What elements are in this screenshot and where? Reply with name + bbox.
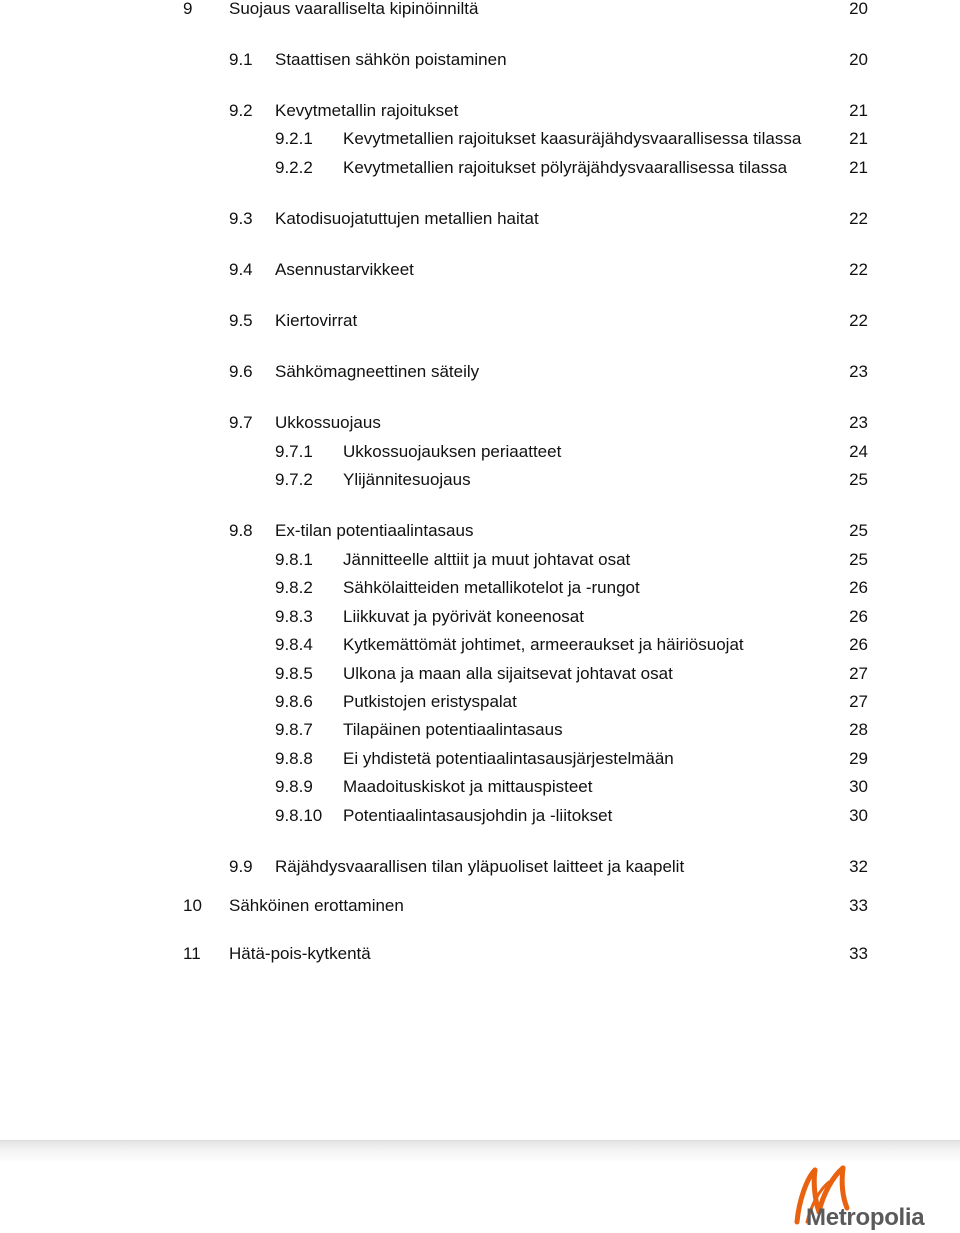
toc-entry[interactable] xyxy=(0,893,960,919)
toc-entry-page: 25 xyxy=(849,550,868,569)
toc-entry[interactable] xyxy=(0,746,960,772)
toc-entry-title: Kytkemättömät johtimet, armeeraukset ja häiriösuojat xyxy=(343,635,744,654)
toc-entry[interactable] xyxy=(0,632,960,658)
toc-entry-number: 9.9 xyxy=(229,857,253,876)
toc-entry-title: Ylijännitesuojaus xyxy=(343,470,471,489)
toc-entry[interactable] xyxy=(0,359,960,385)
toc-entry-number: 9.1 xyxy=(229,50,253,69)
toc-entry-number: 9.7.2 xyxy=(275,470,313,489)
toc-entry[interactable] xyxy=(0,518,960,544)
toc-entry-page: 21 xyxy=(849,101,868,120)
toc-entry-title: Liikkuvat ja pyörivät koneenosat xyxy=(343,607,584,626)
toc-entry-page: 22 xyxy=(849,209,868,228)
toc-entry-page: 27 xyxy=(849,664,868,683)
toc-entry-page: 22 xyxy=(849,260,868,279)
toc-entry[interactable] xyxy=(0,155,960,181)
toc-entry-title: Suojaus vaaralliselta kipinöinniltä xyxy=(229,0,479,18)
toc-entry-number: 9.2.2 xyxy=(275,158,313,177)
toc-entry-page: 22 xyxy=(849,311,868,330)
toc-entry[interactable] xyxy=(0,257,960,283)
toc-entry-title: Räjähdysvaarallisen tilan yläpuoliset laitteet ja kaapelit xyxy=(275,857,685,876)
toc-entry-number: 9.8.7 xyxy=(275,720,313,739)
toc-entry-page: 29 xyxy=(849,749,868,768)
toc-entry-number: 9.8.3 xyxy=(275,607,313,626)
toc-entry[interactable] xyxy=(0,439,960,465)
toc-entry-title: Sähköinen erottaminen xyxy=(229,896,404,915)
toc-entry[interactable] xyxy=(0,575,960,601)
toc-entry[interactable] xyxy=(0,803,960,829)
toc-entry[interactable] xyxy=(0,467,960,493)
toc-entry-number: 10 xyxy=(183,896,202,915)
toc-entry-number: 9.8.1 xyxy=(275,550,313,569)
toc-entry[interactable] xyxy=(0,126,960,152)
toc-entry-page: 33 xyxy=(849,896,868,915)
toc-entry-title: Ulkona ja maan alla sijaitsevat johtavat osat xyxy=(343,664,673,683)
toc-entry-page: 25 xyxy=(849,470,868,489)
toc-entry-number: 9.7.1 xyxy=(275,442,313,461)
toc-entry[interactable] xyxy=(0,689,960,715)
toc-entry-title: Sähkölaitteiden metallikotelot ja -rungot xyxy=(343,578,640,597)
toc-entry-number: 9.8.10 xyxy=(275,806,323,825)
toc-entry-title: Asennustarvikkeet xyxy=(275,260,414,279)
toc-entry[interactable] xyxy=(0,604,960,630)
logo-text: Metropolia xyxy=(806,1204,925,1231)
toc-entry-title: Kiertovirrat xyxy=(275,311,358,330)
toc-entry-page: 26 xyxy=(849,635,868,654)
toc-entry-page: 33 xyxy=(849,944,868,963)
toc-entry[interactable] xyxy=(0,206,960,232)
toc-entry-page: 21 xyxy=(849,158,868,177)
toc-entry-title: Ex-tilan potentiaalintasaus xyxy=(275,521,474,540)
toc-entry-number: 9.2.1 xyxy=(275,129,313,148)
toc-entry-number: 9.2 xyxy=(229,101,253,120)
toc-entry-title: Potentiaalintasausjohdin ja -liitokset xyxy=(343,806,613,825)
toc-entry-page: 20 xyxy=(849,0,868,18)
toc-entry-number: 9.8.5 xyxy=(275,664,313,683)
toc-entry[interactable] xyxy=(0,410,960,436)
toc-entry[interactable] xyxy=(0,941,960,967)
toc-entry-title: Ukkossuojaus xyxy=(275,413,381,432)
toc-entry[interactable] xyxy=(0,854,960,880)
toc-entry-page: 26 xyxy=(849,607,868,626)
toc-entry-title: Jännitteelle alttiit ja muut johtavat osat xyxy=(343,550,631,569)
toc-entry-page: 23 xyxy=(849,413,868,432)
toc-entry-number: 9.3 xyxy=(229,209,253,228)
toc-entry[interactable] xyxy=(0,47,960,73)
toc-entry-number: 9.8.4 xyxy=(275,635,313,654)
toc-entry-number: 9.8.2 xyxy=(275,578,313,597)
toc-entry-page: 20 xyxy=(849,50,868,69)
toc-entry[interactable] xyxy=(0,661,960,687)
toc-entry[interactable] xyxy=(0,0,960,22)
toc-entry-title: Putkistojen eristyspalat xyxy=(343,692,517,711)
toc-entry-page: 28 xyxy=(849,720,868,739)
toc-entry-number: 9.8 xyxy=(229,521,253,540)
toc-entry[interactable] xyxy=(0,717,960,743)
toc-entry-page: 30 xyxy=(849,777,868,796)
toc-entry-page: 25 xyxy=(849,521,868,540)
toc-entry-number: 11 xyxy=(183,944,201,963)
toc-entry-number: 9.4 xyxy=(229,260,253,279)
toc-entry-number: 9.8.9 xyxy=(275,777,313,796)
toc-entry-title: Sähkömagneettinen säteily xyxy=(275,362,480,381)
toc-entry-title: Staattisen sähkön poistaminen xyxy=(275,50,507,69)
toc-entry[interactable] xyxy=(0,547,960,573)
toc-entry-number: 9.8.8 xyxy=(275,749,313,768)
toc-entry-title: Maadoituskiskot ja mittauspisteet xyxy=(343,777,593,796)
toc-entry-title: Kevytmetallin rajoitukset xyxy=(275,101,459,120)
toc-entry-title: Tilapäinen potentiaalintasaus xyxy=(343,720,563,739)
toc-entry-title: Kevytmetallien rajoitukset kaasuräjähdysvaarallisessa tilassa xyxy=(343,129,802,148)
toc-entry-number: 9.8.6 xyxy=(275,692,313,711)
toc-entry-title: Katodisuojatuttujen metallien haitat xyxy=(275,209,539,228)
toc-entry-page: 23 xyxy=(849,362,868,381)
toc-entry-number: 9.6 xyxy=(229,362,253,381)
toc-entry-title: Ukkossuojauksen periaatteet xyxy=(343,442,562,461)
toc-entry-title: Hätä-pois-kytkentä xyxy=(229,944,371,963)
toc-entry-page: 32 xyxy=(849,857,868,876)
toc-entry[interactable] xyxy=(0,308,960,334)
toc-entry-page: 27 xyxy=(849,692,868,711)
toc-entry-page: 24 xyxy=(849,442,868,461)
toc-entry-number: 9 xyxy=(183,0,193,18)
toc-entry-number: 9.5 xyxy=(229,311,253,330)
toc-entry-page: 26 xyxy=(849,578,868,597)
toc-entry-page: 30 xyxy=(849,806,868,825)
toc-entry[interactable] xyxy=(0,98,960,124)
toc-entry-title: Kevytmetallien rajoitukset pölyräjähdysvaarallisessa tilassa xyxy=(343,158,788,177)
toc-entry-title: Ei yhdistetä potentiaalintasausjärjestelmään xyxy=(343,749,674,768)
toc-entry-page: 21 xyxy=(849,129,868,148)
toc-entry[interactable] xyxy=(0,774,960,800)
toc-entry-number: 9.7 xyxy=(229,413,253,432)
